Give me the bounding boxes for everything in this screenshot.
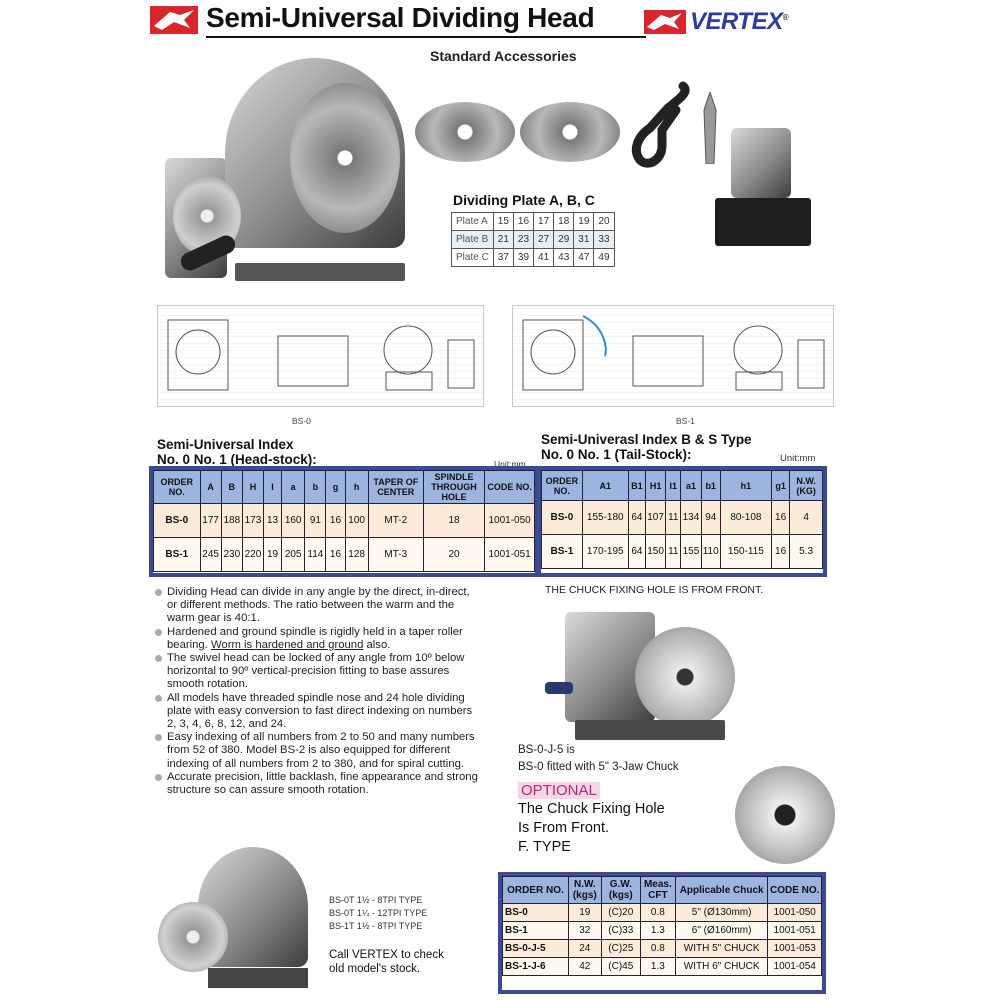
table-cell: 16: [326, 538, 345, 572]
bs0-drawing-label: BS-0: [292, 416, 311, 426]
feature-item: Dividing Head can divide in any angle by the direct, in-direct, or different methods. The ratio between the warm and the warm gear is 40:1.: [155, 586, 480, 626]
plate-hole-count: 21: [493, 231, 513, 249]
table-cell: 4: [790, 501, 823, 535]
table-row: [503, 958, 822, 976]
headstock-unit: Unit:mm: [494, 459, 526, 469]
table-header: ORDER NO.: [154, 471, 201, 504]
plate-hole-count: 20: [594, 213, 614, 231]
plate-hole-count: 16: [513, 213, 533, 231]
bs1-technical-drawing: [512, 305, 834, 407]
feature-item: Hardened and ground spindle is rigidly held in a taper roller bearing. Worm is hardened and ground also.: [155, 626, 480, 652]
table-cell: 150-115: [720, 535, 771, 569]
vertex-eagle-icon: [644, 10, 686, 34]
table-cell: 1001-054: [768, 958, 822, 976]
table-row: [154, 504, 535, 538]
table-cell: 1001-053: [768, 940, 822, 958]
table-row: [542, 501, 823, 535]
table-header: ORDER NO.: [542, 471, 583, 501]
table-cell: 205: [282, 538, 305, 572]
table-header: CODE NO.: [768, 877, 822, 904]
table-header: SPINDLE THROUGH HOLE: [423, 471, 484, 504]
feature-item: Accurate precision, little backlash, fine appearance and strong structure so can assure smooth rotation.: [155, 771, 480, 797]
plate-hole-count: 27: [534, 231, 554, 249]
title-rule: [206, 36, 646, 38]
table-header: I: [264, 471, 282, 504]
plate-label: Plate B: [452, 231, 494, 249]
table-cell: 155: [681, 535, 701, 569]
lathe-dog-photo: [628, 80, 690, 170]
table-cell: 94: [701, 501, 720, 535]
table-cell: 170-195: [582, 535, 628, 569]
table-header: B: [221, 471, 242, 504]
accessories-heading: Standard Accessories: [430, 48, 577, 64]
table-cell: 16: [771, 535, 789, 569]
table-cell: 64: [628, 501, 645, 535]
table-cell: 0.8: [640, 940, 675, 958]
plate-hole-count: 47: [574, 249, 594, 267]
table-cell: 1001-051: [768, 922, 822, 940]
table-header: TAPER OF CENTER: [368, 471, 423, 504]
table-cell: 155-180: [582, 501, 628, 535]
tailstock-unit: Unit:mm: [780, 453, 816, 464]
chuck-dividing-head-photo: [545, 602, 745, 744]
table-cell: 20: [423, 538, 484, 572]
plate-hole-count: 39: [513, 249, 533, 267]
table-header: b: [305, 471, 326, 504]
table-cell: 13: [264, 504, 282, 538]
table-cell: 5" (Ø130mm): [675, 904, 768, 922]
table-cell: 5.3: [790, 535, 823, 569]
table-cell: 128: [345, 538, 368, 572]
table-header: N.W. (KG): [790, 471, 823, 501]
table-cell: MT-3: [368, 538, 423, 572]
table-header: h: [345, 471, 368, 504]
table-header: B1: [628, 471, 645, 501]
table-header: a: [282, 471, 305, 504]
plate-hole-count: 17: [534, 213, 554, 231]
table-header: A: [200, 471, 221, 504]
plate-hole-count: 41: [534, 249, 554, 267]
table-header: h1: [720, 471, 771, 501]
dividing-plate-photo-1: [415, 102, 515, 162]
table-row: [503, 904, 822, 922]
plate-hole-count: 49: [594, 249, 614, 267]
plate-hole-count: 31: [574, 231, 594, 249]
table-header: H: [242, 471, 263, 504]
old-model-list: BS-0T 1½ - 8TPI TYPE BS-0T 1¼ - 12TPI TYPE BS-1T 1½ - 8TPI TYPE: [329, 895, 428, 931]
table-cell: 220: [242, 538, 263, 572]
chuck-fixing-note: THE CHUCK FIXING HOLE IS FROM FRONT.: [545, 584, 764, 596]
table-cell: 32: [568, 922, 601, 940]
bs0-technical-drawing: [157, 305, 484, 407]
table-header: Applicable Chuck: [675, 877, 768, 904]
table-cell: 110: [701, 535, 720, 569]
order-number-cell: BS-1: [503, 922, 569, 940]
table-cell: 11: [666, 501, 681, 535]
table-cell: 1.3: [640, 958, 675, 976]
table-cell: 134: [681, 501, 701, 535]
table-cell: 6" (Ø160mm): [675, 922, 768, 940]
table-cell: 114: [305, 538, 326, 572]
tailstock-photo: [715, 128, 815, 250]
feature-item: The swivel head can be locked of any angle from 10º below horizontal to 90º vertical-precision fitting to base assures smooth rotation.: [155, 652, 480, 692]
table-cell: (C)33: [601, 922, 640, 940]
table-cell: 11: [666, 535, 681, 569]
optional-block: OPTIONAL The Chuck Fixing Hole Is From Front. F. TYPE: [518, 782, 665, 855]
table-cell: 173: [242, 504, 263, 538]
table-header: CODE NO.: [485, 471, 535, 504]
dividing-plate-table: [451, 212, 615, 267]
table-cell: 150: [646, 535, 666, 569]
order-number-cell: BS-0: [542, 501, 583, 535]
order-number-cell: BS-1: [154, 538, 201, 572]
plate-label: Plate C: [452, 249, 494, 267]
table-cell: WITH 5" CHUCK: [675, 940, 768, 958]
table-row: [503, 940, 822, 958]
table-header: G.W. (kgs): [601, 877, 640, 904]
table-cell: 0.8: [640, 904, 675, 922]
table-cell: 107: [646, 501, 666, 535]
three-jaw-chuck-photo: [735, 766, 835, 864]
old-model-dividing-head-photo: [158, 842, 318, 992]
table-header: H1: [646, 471, 666, 501]
accessory-spec-table: [502, 876, 822, 976]
order-number-cell: BS-1-J-6: [503, 958, 569, 976]
table-cell: 19: [264, 538, 282, 572]
dividing-head-photo: [165, 48, 410, 280]
table-cell: 91: [305, 504, 326, 538]
table-cell: 64: [628, 535, 645, 569]
table-cell: 160: [282, 504, 305, 538]
table-header: g: [326, 471, 345, 504]
table-row: [503, 922, 822, 940]
table-cell: 16: [326, 504, 345, 538]
table-header: a1: [681, 471, 701, 501]
table-cell: 177: [200, 504, 221, 538]
table-cell: 245: [200, 538, 221, 572]
order-number-cell: BS-0: [503, 904, 569, 922]
table-header: A1: [582, 471, 628, 501]
plate-hole-count: 15: [493, 213, 513, 231]
table-cell: 1.3: [640, 922, 675, 940]
tailstock-title: Semi-Univerasl Index B & S Type No. 0 No. 1 (Tail-Stock):: [541, 432, 752, 462]
table-header: I1: [666, 471, 681, 501]
order-number-cell: BS-0: [154, 504, 201, 538]
plate-hole-count: 29: [554, 231, 574, 249]
eagle-logo-icon: [150, 6, 198, 34]
table-header: N.W. (kgs): [568, 877, 601, 904]
old-model-note: Call VERTEX to check old model's stock.: [329, 949, 444, 975]
table-header: g1: [771, 471, 789, 501]
plate-hole-count: 37: [493, 249, 513, 267]
plate-label: Plate A: [452, 213, 494, 231]
table-cell: 42: [568, 958, 601, 976]
plate-row: [452, 213, 615, 231]
feature-item: Easy indexing of all numbers from 2 to 50 and many numbers from 52 of 380. Model BS-2 is also equipped for different indexing of all numbers from 2 to 380, and for spiral cutting.: [155, 731, 480, 771]
table-header: b1: [701, 471, 720, 501]
table-cell: 1001-051: [485, 538, 535, 572]
table-cell: (C)25: [601, 940, 640, 958]
table-row: [542, 535, 823, 569]
tailstock-spec-table: [541, 470, 823, 569]
table-cell: 16: [771, 501, 789, 535]
plate-hole-count: 43: [554, 249, 574, 267]
table-header: Meas. CFT: [640, 877, 675, 904]
headstock-title: Semi-Universal Index No. 0 No. 1 (Head-stock):: [157, 437, 317, 467]
plate-hole-count: 23: [513, 231, 533, 249]
table-cell: 24: [568, 940, 601, 958]
plate-hole-count: 19: [574, 213, 594, 231]
dividing-plate-title: Dividing Plate A, B, C: [453, 192, 595, 208]
table-cell: 230: [221, 538, 242, 572]
table-cell: 100: [345, 504, 368, 538]
headstock-spec-table: [153, 470, 535, 572]
order-number-cell: BS-1: [542, 535, 583, 569]
chuck-caption: BS-0-J-5 is BS-0 fitted with 5" 3-Jaw Chuck: [518, 744, 679, 773]
brand-name: VERTEX®: [690, 8, 788, 35]
table-cell: MT-2: [368, 504, 423, 538]
plate-hole-count: 33: [594, 231, 614, 249]
plate-row: [452, 249, 615, 267]
bs1-drawing-label: BS-1: [676, 416, 695, 426]
table-cell: 1001-050: [485, 504, 535, 538]
feature-item: All models have threaded spindle nose and 24 hole dividing plate with easy conversion to fast direct indexing on numbers 2, 3, 4, 6, 8, 12, and 24.: [155, 692, 480, 732]
page-title: Semi-Universal Dividing Head: [206, 2, 595, 33]
dividing-plate-photo-2: [520, 102, 620, 162]
table-cell: 188: [221, 504, 242, 538]
table-cell: (C)45: [601, 958, 640, 976]
order-number-cell: BS-0-J-5: [503, 940, 569, 958]
table-cell: 80-108: [720, 501, 771, 535]
table-cell: 18: [423, 504, 484, 538]
plate-hole-count: 18: [554, 213, 574, 231]
header: [150, 4, 840, 40]
plate-row: [452, 231, 615, 249]
table-row: [154, 538, 535, 572]
feature-list: [155, 586, 480, 797]
optional-badge: OPTIONAL: [518, 782, 600, 799]
table-cell: 1001-050: [768, 904, 822, 922]
table-header: ORDER NO.: [503, 877, 569, 904]
table-cell: (C)20: [601, 904, 640, 922]
table-cell: 19: [568, 904, 601, 922]
table-cell: WITH 6" CHUCK: [675, 958, 768, 976]
